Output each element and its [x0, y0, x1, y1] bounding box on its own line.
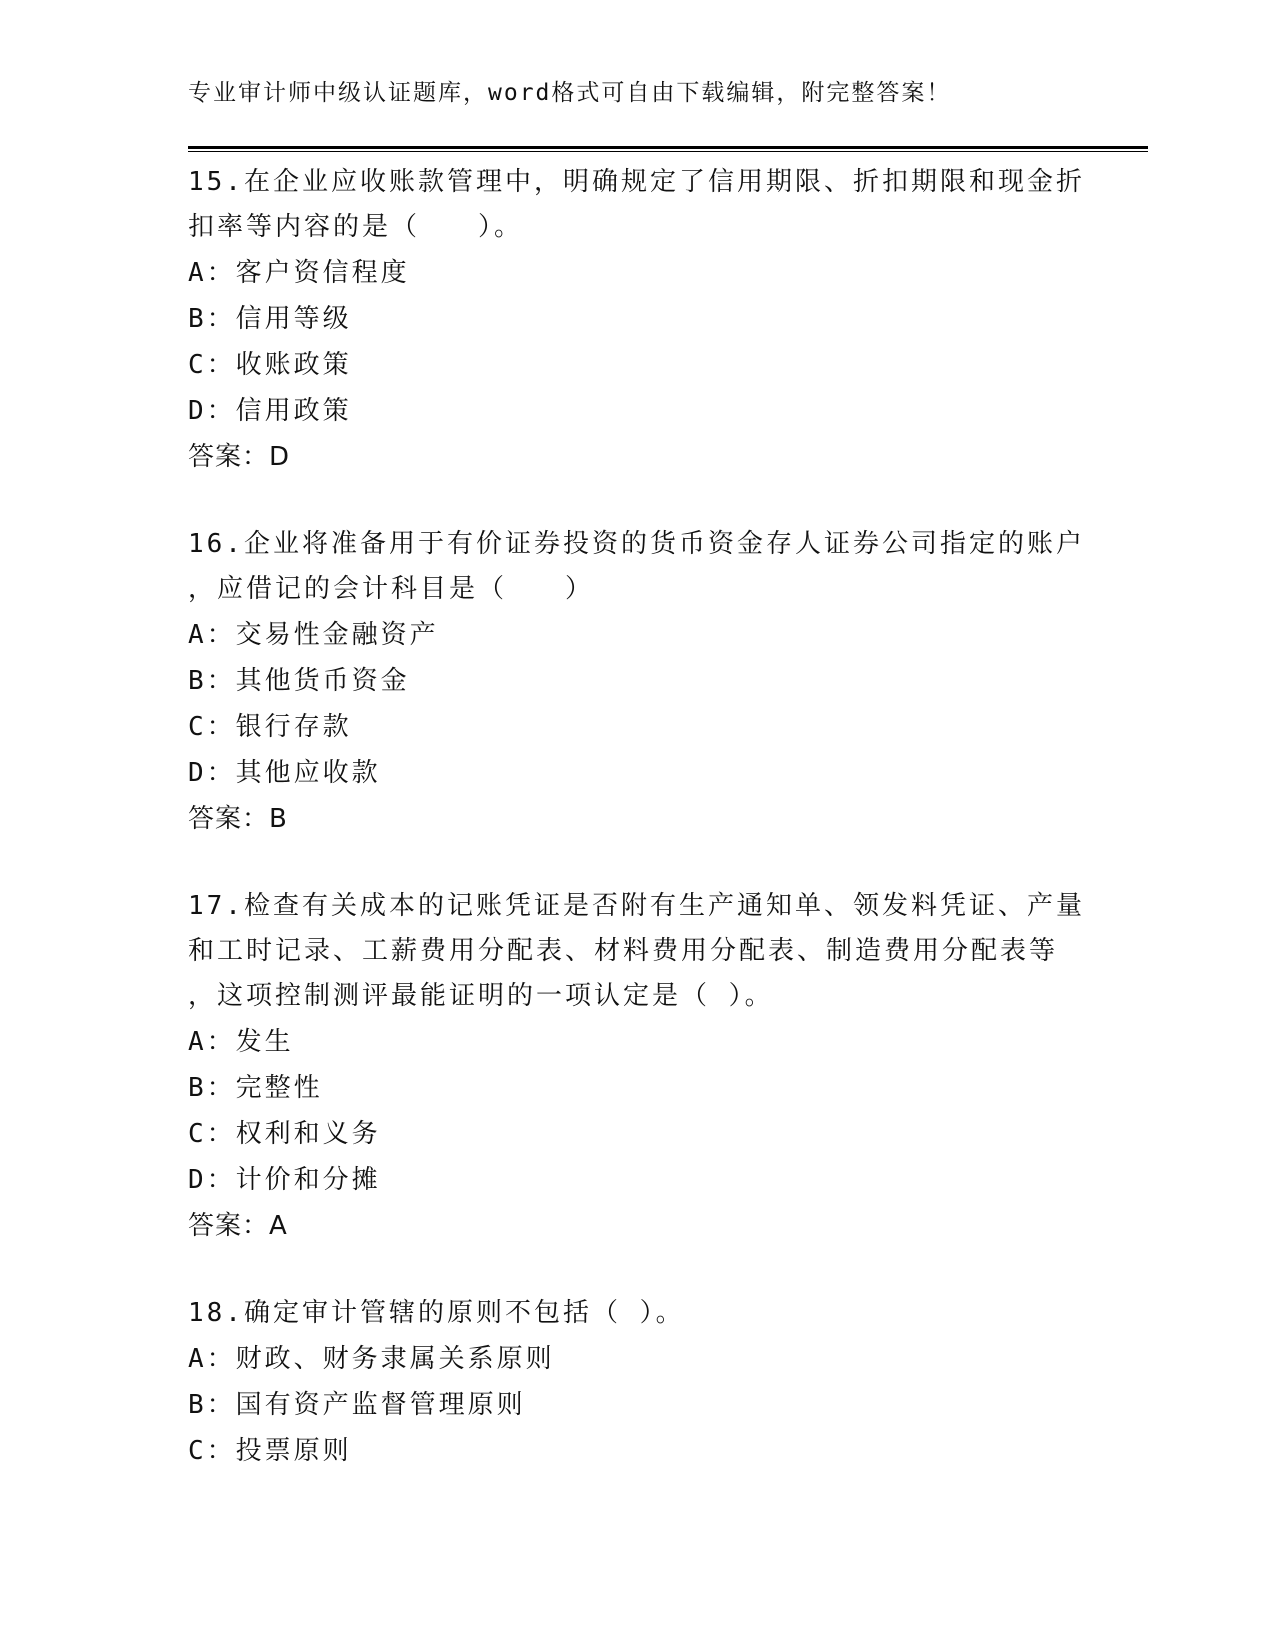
option-d: D：信用政策 [188, 396, 352, 426]
question-text-line: 16.企业将准备用于有价证券投资的货币资金存人证券公司指定的账户 [188, 529, 1085, 559]
option-b: B：国有资产监督管理原则 [188, 1390, 526, 1420]
question-text-line: ，应借记的会计科目是（ ） [188, 574, 595, 604]
option-c: C：投票原则 [188, 1436, 352, 1466]
option-a: A：客户资信程度 [188, 258, 410, 288]
question-text-line: 扣率等内容的是（ ）。 [188, 212, 524, 242]
option-a: A：交易性金融资产 [188, 620, 439, 650]
question-text-line: 17.检查有关成本的记账凭证是否附有生产通知单、领发料凭证、产量 [188, 891, 1085, 921]
option-a: A：发生 [188, 1027, 294, 1057]
question-15 [188, 160, 1088, 480]
option-c: C：权利和义务 [188, 1119, 381, 1149]
answer: 答案：B [188, 804, 288, 834]
question-16 [188, 522, 1088, 842]
option-d: D：其他应收款 [188, 758, 381, 788]
option-b: B：完整性 [188, 1073, 323, 1103]
option-c: C：银行存款 [188, 712, 352, 742]
question-text-line: 15.在企业应收账款管理中，明确规定了信用期限、折扣期限和现金折 [188, 167, 1085, 197]
option-b: B：信用等级 [188, 304, 352, 334]
header-rule-thin [188, 151, 1148, 152]
document-header: 专业审计师中级认证题库，word格式可自由下载编辑，附完整答案！ [188, 80, 952, 106]
header-rule-thick [188, 146, 1148, 149]
option-a: A：财政、财务隶属关系原则 [188, 1344, 555, 1374]
question-17 [188, 884, 1088, 1249]
question-text-line: 18.确定审计管辖的原则不包括（ ）。 [188, 1298, 685, 1328]
option-c: C：收账政策 [188, 350, 352, 380]
option-d: D：计价和分摊 [188, 1165, 381, 1195]
question-text-line: 和工时记录、工薪费用分配表、材料费用分配表、制造费用分配表等 [188, 936, 1059, 966]
answer: 答案：D [188, 442, 291, 472]
question-18 [188, 1291, 1088, 1474]
question-list [188, 160, 1088, 1516]
option-b: B：其他货币资金 [188, 666, 410, 696]
answer: 答案：A [188, 1211, 288, 1241]
question-text-line: ，这项控制测评最能证明的一项认定是（ ）。 [188, 981, 774, 1011]
